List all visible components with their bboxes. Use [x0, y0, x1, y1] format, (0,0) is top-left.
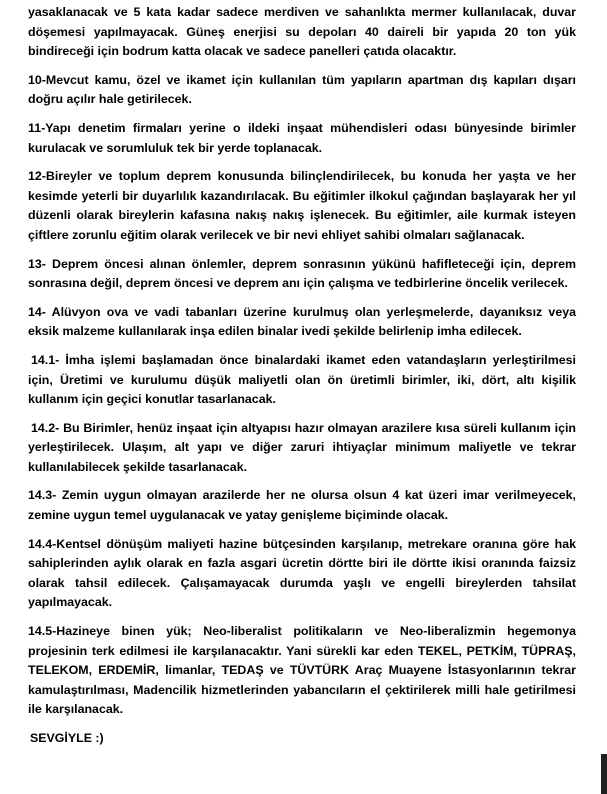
document-body [28, 3, 576, 758]
paragraph-item-11: 11-Yapı denetim firmaları yerine o ildeki inşaat mühendisleri odası bünyesinde birimler kurulacak ve sorumluluk tek bir yerde toplanacak. [28, 120, 576, 155]
paragraph-item-13: 13- Deprem öncesi alınan önlemler, deprem sonrasının yükünü hafifleteceği için, deprem sonrasına değil, deprem öncesi ve deprem anı için çalışma ve tedbirlerine öncelik verilecek. [28, 256, 576, 291]
paragraph-item-12: 12-Bireyler ve toplum deprem konusunda bilinçlendirilecek, bu konuda her yaşta ve her kesimde yeterli bir duyarlılık kazandırılacak. Bu eğitimler ilkokul çağından başlayarak her yıl düzenli olarak bireylerin kafasına nakış nakış işlenecek. Bu eğitimler, aile kurmak isteyen çiftlere zorunlu eğitim olarak verilecek ve bir nevi ehliyet sahibi olmaları sağlanacak. [28, 169, 576, 242]
paragraph-item-14-5: 14.5-Hazineye binen yük; Neo-liberalist politikaların ve Neo-liberalizmin hegemonya projesinin terk edilmesi ile karşılanacaktır. Yani sürekli kar eden TEKEL, PETKİM, TÜPRAŞ, TELEKOM, ERDEMİR, limanlar, TEDAŞ ve TÜVTÜRK Araç Muayene İstasyonlarının tekrar kamulaştırılması, Madencilik hizmetlerinden yabancıların el çektirilerek milli hale getirilmesi ile karşılanacak. [28, 624, 576, 717]
paragraph-continuation: yasaklanacak ve 5 kata kadar sadece merdiven ve sahanlıkta mermer kullanılacak, duvar döşemesi yapılmayacak. Güneş enerjisi su depoları 40 daireli bir yapıda 20 ton yük bindireceği için bodrum katta olacak ve sadece panelleri çatıda olacaktır. [28, 5, 576, 59]
paragraph-item-14-2: 14.2- Bu Birimler, henüz inşaat için altyapısı hazır olmayan arazilere kısa süreli kullanım için yerleştirilecek. Ulaşım, alt yapı ve diğer zaruri ihtiyaçlar minimum maliyetle ve tekrar kullanılabilecek şekilde tasarlanacak. [28, 420, 576, 474]
signature: SEVGİYLE :) [30, 731, 104, 745]
paragraph-item-14-1: 14.1- İmha işlemi başlamadan önce binalardaki ikamet eden vatandaşların yerleştirilmesi için, Üretimi ve kurulumu düşük maliyetli olan ön üretimli birimler, iki, dört, altı kişilik kullanım için geçici konutlar tasarlanacak. [28, 352, 576, 407]
paragraph-item-14: 14- Alüvyon ova ve vadi tabanları üzerine kurulmuş olan yerleşmelerde, dayanıksız veya eksik malzeme kullanılarak inşa edilen binalar ivedi şekilde belirlenip imha edilecek. [28, 304, 576, 339]
paragraph-item-10: 10-Mevcut kamu, özel ve ikamet için kullanılan tüm yapıların apartman dış kapıları dışarı doğru açılır hale getirilecek. [28, 72, 576, 107]
window-edge [601, 754, 607, 794]
paragraph-item-14-4: 14.4-Kentsel dönüşüm maliyeti hazine bütçesinden karşılanıp, metrekare oranına göre hak sahiplerinden aylık olarak en fazla asgari ücretin dörtte biri ile dörtte ikisi oranında faizsiz olarak tahsil edilecek. Çalışamayacak durumda yaşlı ve engelli bireylerden tahsilat yapılmayacak. [28, 536, 576, 610]
paragraph-item-14-3: 14.3- Zemin uygun olmayan arazilerde her ne olursa olsun 4 kat üzeri imar verilmeyecek, zemine uygun temel uygulanacak ve yatay genişleme biçiminde olacak. [28, 488, 576, 523]
